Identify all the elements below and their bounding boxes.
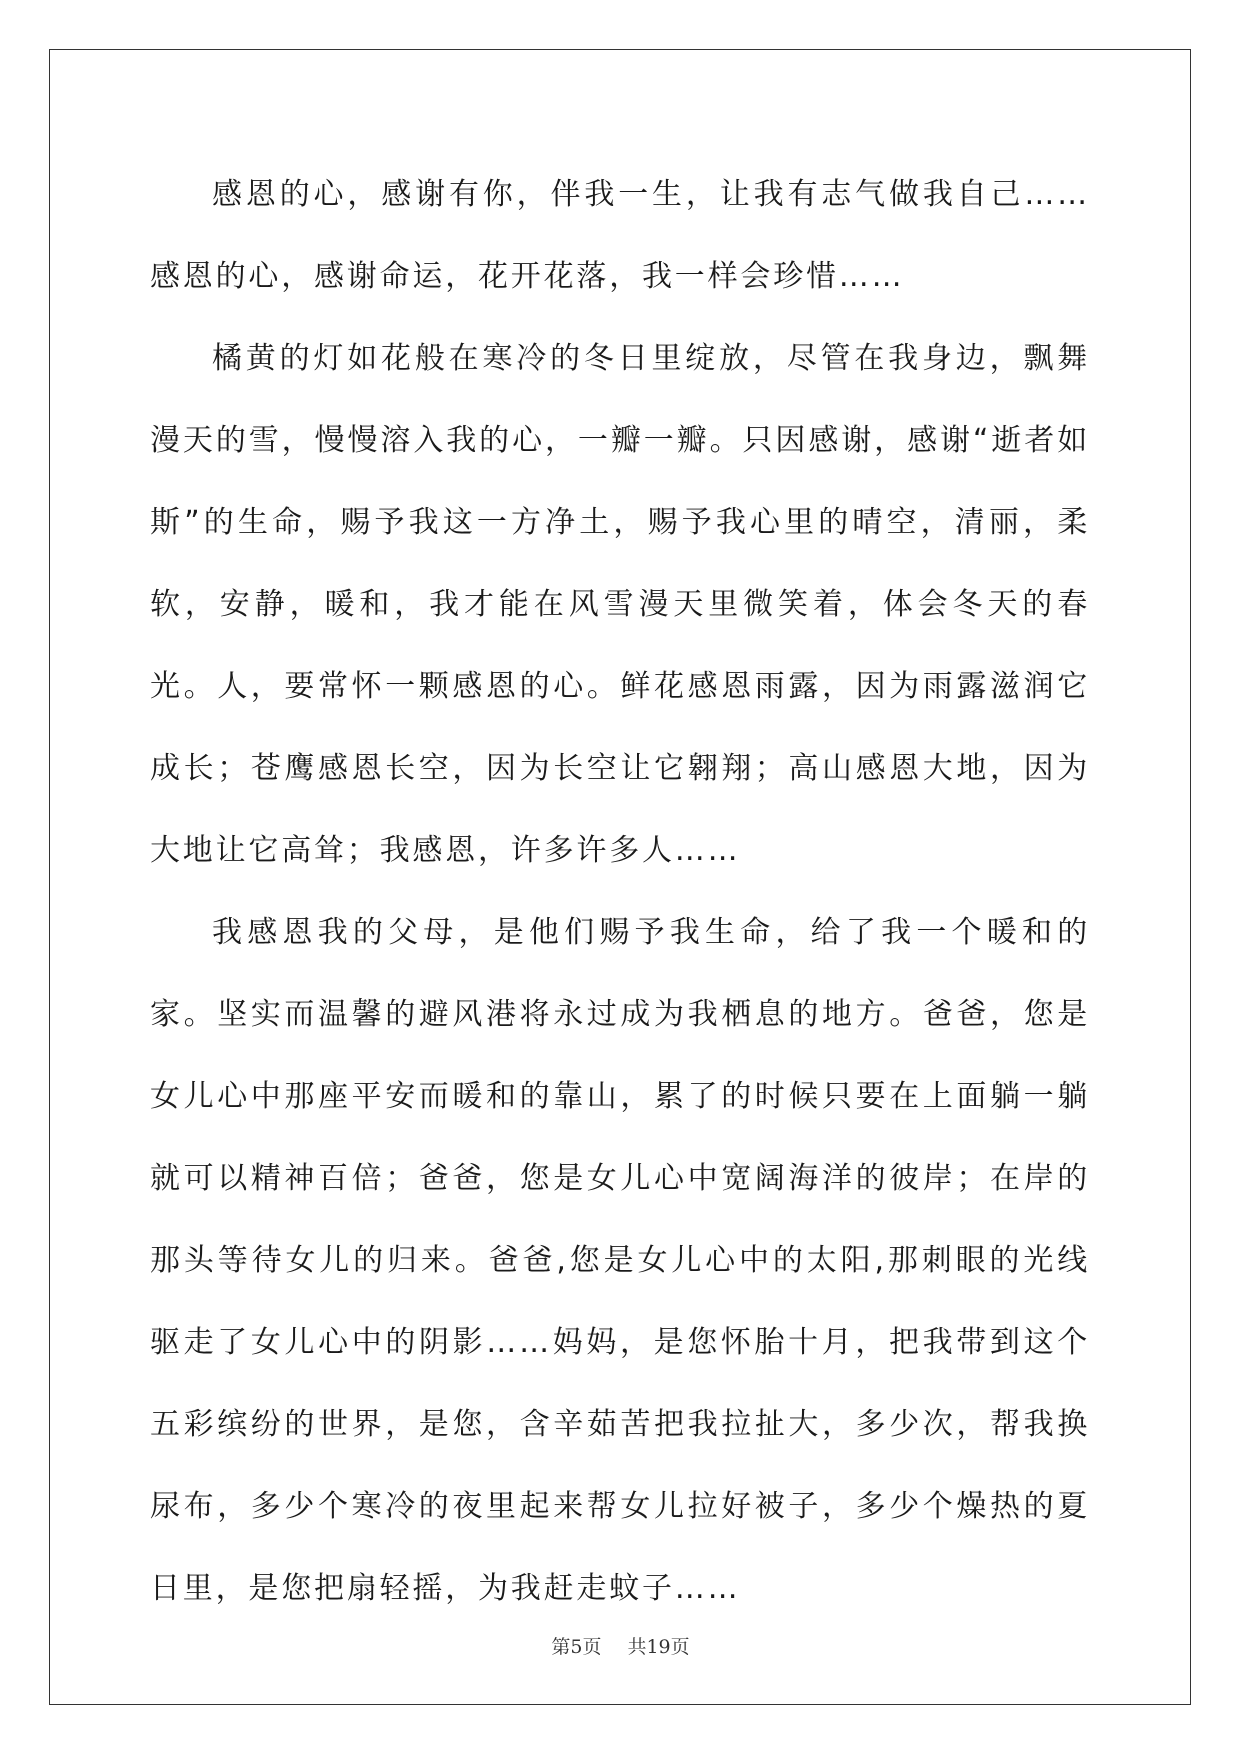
page-footer <box>0 1632 1241 1659</box>
document-body <box>150 154 1090 1630</box>
paragraph-1: 感恩的心，感谢有你，伴我一生，让我有志气做我自己……感恩的心，感谢命运，花开花落，我一样会珍惜…… <box>150 177 1090 294</box>
page-number-current: 第5页 <box>551 1636 602 1658</box>
paragraph-3: 我感恩我的父母，是他们赐予我生命，给了我一个暖和的家。坚实而温馨的避风港将永过成为我栖息的地方。爸爸，您是女儿心中那座平安而暖和的靠山，累了的时候只要在上面躺一躺就可以精神百倍；爸爸，您是女儿心中宽阔海洋的彼岸；在岸的那头等待女儿的归来。爸爸,您是女儿心中的太阳,那刺眼的光线驱走了女儿心中的阴影……妈妈，是您怀胎十月，把我带到这个五彩缤纷的世界，是您，含辛茹苦把我拉扯大，多少次，帮我换尿布，多少个寒冷的夜里起来帮女儿拉好被子，多少个燥热的夏日里，是您把扇轻摇，为我赶走蚊子…… <box>150 915 1090 1606</box>
paragraph-2: 橘黄的灯如花般在寒冷的冬日里绽放，尽管在我身边，飘舞漫天的雪，慢慢溶入我的心，一瓣一瓣。只因感谢，感谢“逝者如斯”的生命，赐予我这一方净土，赐予我心里的晴空，清丽，柔软，安静，暖和，我才能在风雪漫天里微笑着，体会冬天的春光。人，要常怀一颗感恩的心。鲜花感恩雨露，因为雨露滋润它成长；苍鹰感恩长空，因为长空让它翱翔；高山感恩大地，因为大地让它高耸；我感恩，许多许多人…… <box>150 341 1090 868</box>
page-number-total: 共19页 <box>627 1636 690 1658</box>
